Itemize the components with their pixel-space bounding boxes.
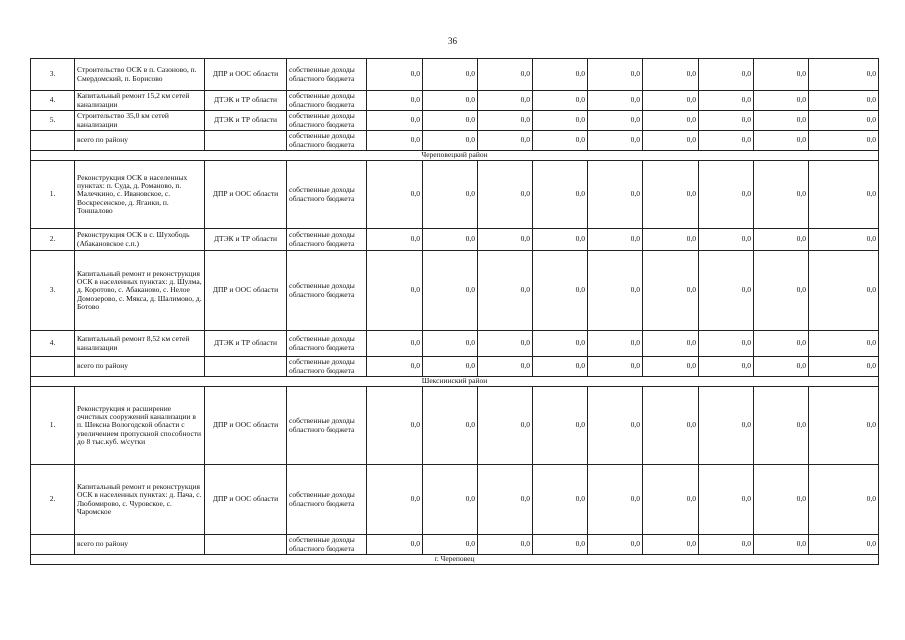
value-cell: 0,0 <box>643 387 699 465</box>
value-cell: 0,0 <box>533 357 588 377</box>
value-cell: 0,0 <box>809 465 879 535</box>
district-name: Шекснинский район <box>31 377 879 387</box>
value-cell: 0,0 <box>699 59 754 91</box>
value-cell: 0,0 <box>754 91 809 111</box>
funding-source: собственные доходы областного бюджета <box>287 251 367 331</box>
value-cell: 0,0 <box>643 251 699 331</box>
value-cell: 0,0 <box>478 59 533 91</box>
value-cell: 0,0 <box>809 91 879 111</box>
value-cell: 0,0 <box>754 357 809 377</box>
value-cell: 0,0 <box>699 535 754 555</box>
value-cell: 0,0 <box>423 387 478 465</box>
value-cell: 0,0 <box>588 357 643 377</box>
value-cell: 0,0 <box>754 251 809 331</box>
value-cell: 0,0 <box>699 357 754 377</box>
measure-name: Строительство 35,0 км сетей канализации <box>75 111 205 131</box>
value-cell: 0,0 <box>754 131 809 151</box>
value-cell: 0,0 <box>367 59 423 91</box>
value-cell: 0,0 <box>423 131 478 151</box>
value-cell: 0,0 <box>478 229 533 251</box>
measure-name: всего по району <box>75 535 205 555</box>
executor: ДПР и ООС области <box>205 387 287 465</box>
value-cell: 0,0 <box>367 535 423 555</box>
value-cell: 0,0 <box>643 535 699 555</box>
row-number: 2. <box>31 465 75 535</box>
row-number: 3. <box>31 59 75 91</box>
value-cell: 0,0 <box>588 111 643 131</box>
value-cell: 0,0 <box>423 161 478 229</box>
value-cell: 0,0 <box>367 111 423 131</box>
funding-source: собственные доходы областного бюджета <box>287 131 367 151</box>
value-cell: 0,0 <box>367 91 423 111</box>
district-header-row <box>31 555 879 565</box>
value-cell: 0,0 <box>533 59 588 91</box>
funding-source: собственные доходы областного бюджета <box>287 91 367 111</box>
measure-name: всего по району <box>75 357 205 377</box>
funding-source: собственные доходы областного бюджета <box>287 111 367 131</box>
executor: ДПР и ООС области <box>205 251 287 331</box>
value-cell: 0,0 <box>423 111 478 131</box>
row-number: 4. <box>31 91 75 111</box>
value-cell: 0,0 <box>367 161 423 229</box>
value-cell: 0,0 <box>699 131 754 151</box>
row-number: 1. <box>31 161 75 229</box>
value-cell: 0,0 <box>754 387 809 465</box>
value-cell: 0,0 <box>423 59 478 91</box>
executor: ДТЭК и ТР области <box>205 229 287 251</box>
value-cell: 0,0 <box>643 229 699 251</box>
value-cell: 0,0 <box>588 229 643 251</box>
row-number: 4. <box>31 331 75 357</box>
row-number: 1. <box>31 387 75 465</box>
district-total-row <box>31 357 879 377</box>
executor: ДПР и ООС области <box>205 161 287 229</box>
measure-name: Капитальный ремонт 8,52 км сетей канализации <box>75 331 205 357</box>
value-cell: 0,0 <box>809 131 879 151</box>
value-cell: 0,0 <box>588 131 643 151</box>
value-cell: 0,0 <box>699 387 754 465</box>
executor <box>205 131 287 151</box>
district-total-row <box>31 535 879 555</box>
value-cell: 0,0 <box>533 91 588 111</box>
district-name: г. Череповец <box>31 555 879 565</box>
value-cell: 0,0 <box>699 91 754 111</box>
funding-source: собственные доходы областного бюджета <box>287 161 367 229</box>
value-cell: 0,0 <box>809 331 879 357</box>
value-cell: 0,0 <box>699 161 754 229</box>
value-cell: 0,0 <box>478 91 533 111</box>
measure-name: Реконструкция ОСК в с. Шухободь (Абакановское с.п.) <box>75 229 205 251</box>
budget-table <box>30 58 879 565</box>
table-row <box>31 251 879 331</box>
value-cell: 0,0 <box>423 535 478 555</box>
measure-name: Капитальный ремонт и реконструкция ОСК в населенных пунктах: д. Пача, с. Любомирово, с. Чуровское, с. Чаромское <box>75 465 205 535</box>
value-cell: 0,0 <box>809 229 879 251</box>
value-cell: 0,0 <box>478 387 533 465</box>
value-cell: 0,0 <box>588 251 643 331</box>
table-row <box>31 387 879 465</box>
value-cell: 0,0 <box>478 465 533 535</box>
value-cell: 0,0 <box>533 131 588 151</box>
funding-source: собственные доходы областного бюджета <box>287 357 367 377</box>
value-cell: 0,0 <box>754 331 809 357</box>
value-cell: 0,0 <box>423 251 478 331</box>
value-cell: 0,0 <box>754 535 809 555</box>
value-cell: 0,0 <box>533 387 588 465</box>
value-cell: 0,0 <box>809 251 879 331</box>
value-cell: 0,0 <box>699 465 754 535</box>
value-cell: 0,0 <box>699 251 754 331</box>
value-cell: 0,0 <box>643 91 699 111</box>
value-cell: 0,0 <box>367 251 423 331</box>
value-cell: 0,0 <box>754 229 809 251</box>
row-number: 2. <box>31 229 75 251</box>
district-total-row <box>31 131 879 151</box>
value-cell: 0,0 <box>533 535 588 555</box>
value-cell: 0,0 <box>809 59 879 91</box>
measure-name: Реконструкция и расширение очистных сооружений канализации в п. Шексна Вологодской области с увеличением пропускной способности до 8 тыс.куб. м/сутки <box>75 387 205 465</box>
value-cell: 0,0 <box>643 59 699 91</box>
row-number <box>31 131 75 151</box>
funding-source: собственные доходы областного бюджета <box>287 387 367 465</box>
value-cell: 0,0 <box>588 331 643 357</box>
executor: ДТЭК и ТР области <box>205 331 287 357</box>
executor: ДПР и ООС области <box>205 59 287 91</box>
value-cell: 0,0 <box>588 161 643 229</box>
executor: ДТЭК и ТР области <box>205 111 287 131</box>
page-number: 36 <box>448 36 457 46</box>
funding-source: собственные доходы областного бюджета <box>287 465 367 535</box>
value-cell: 0,0 <box>533 331 588 357</box>
value-cell: 0,0 <box>699 229 754 251</box>
value-cell: 0,0 <box>588 59 643 91</box>
value-cell: 0,0 <box>643 161 699 229</box>
value-cell: 0,0 <box>533 111 588 131</box>
table-row <box>31 111 879 131</box>
executor: ДТЭК и ТР области <box>205 91 287 111</box>
executor <box>205 535 287 555</box>
value-cell: 0,0 <box>367 131 423 151</box>
value-cell: 0,0 <box>533 229 588 251</box>
value-cell: 0,0 <box>699 111 754 131</box>
value-cell: 0,0 <box>588 465 643 535</box>
value-cell: 0,0 <box>809 357 879 377</box>
value-cell: 0,0 <box>478 111 533 131</box>
table-row <box>31 161 879 229</box>
value-cell: 0,0 <box>423 357 478 377</box>
table-row <box>31 59 879 91</box>
value-cell: 0,0 <box>809 161 879 229</box>
value-cell: 0,0 <box>367 465 423 535</box>
value-cell: 0,0 <box>478 357 533 377</box>
value-cell: 0,0 <box>423 91 478 111</box>
value-cell: 0,0 <box>643 331 699 357</box>
value-cell: 0,0 <box>809 387 879 465</box>
measure-name: Реконструкция ОСК в населенных пунктах: п. Суда, д. Романово, п. Малечкино, с. Ивановское, с. Воскресенское, д. Ягаики, п. Тоншалово <box>75 161 205 229</box>
value-cell: 0,0 <box>643 465 699 535</box>
value-cell: 0,0 <box>588 535 643 555</box>
row-number <box>31 535 75 555</box>
executor: ДПР и ООС области <box>205 465 287 535</box>
district-header-row <box>31 151 879 161</box>
value-cell: 0,0 <box>699 331 754 357</box>
value-cell: 0,0 <box>478 131 533 151</box>
value-cell: 0,0 <box>367 357 423 377</box>
value-cell: 0,0 <box>533 251 588 331</box>
funding-source: собственные доходы областного бюджета <box>287 331 367 357</box>
value-cell: 0,0 <box>533 465 588 535</box>
measure-name: Капитальный ремонт и реконструкция ОСК в населенных пунктах: д. Шулма, д. Коротово, с. Абаканово, с. Нелое Домозерово, с. Мякса, д. Шалимово, д. Ботово <box>75 251 205 331</box>
value-cell: 0,0 <box>754 59 809 91</box>
value-cell: 0,0 <box>588 91 643 111</box>
value-cell: 0,0 <box>367 387 423 465</box>
measure-name: всего по району <box>75 131 205 151</box>
funding-source: собственные доходы областного бюджета <box>287 59 367 91</box>
value-cell: 0,0 <box>423 229 478 251</box>
funding-source: собственные доходы областного бюджета <box>287 229 367 251</box>
district-name: Череповецкий район <box>31 151 879 161</box>
value-cell: 0,0 <box>367 229 423 251</box>
measure-name: Строительство ОСК в п. Сазоново, п. Смердомский, п. Борисово <box>75 59 205 91</box>
value-cell: 0,0 <box>367 331 423 357</box>
value-cell: 0,0 <box>588 387 643 465</box>
table-row <box>31 465 879 535</box>
value-cell: 0,0 <box>478 331 533 357</box>
row-number: 5. <box>31 111 75 131</box>
funding-source: собственные доходы областного бюджета <box>287 535 367 555</box>
value-cell: 0,0 <box>478 251 533 331</box>
value-cell: 0,0 <box>533 161 588 229</box>
row-number <box>31 357 75 377</box>
value-cell: 0,0 <box>809 111 879 131</box>
value-cell: 0,0 <box>643 131 699 151</box>
table-row <box>31 331 879 357</box>
value-cell: 0,0 <box>643 111 699 131</box>
value-cell: 0,0 <box>809 535 879 555</box>
row-number: 3. <box>31 251 75 331</box>
value-cell: 0,0 <box>423 331 478 357</box>
executor <box>205 357 287 377</box>
value-cell: 0,0 <box>754 465 809 535</box>
district-header-row <box>31 377 879 387</box>
table-row <box>31 91 879 111</box>
value-cell: 0,0 <box>754 161 809 229</box>
measure-name: Капитальный ремонт 15,2 км сетей канализации <box>75 91 205 111</box>
value-cell: 0,0 <box>478 161 533 229</box>
value-cell: 0,0 <box>423 465 478 535</box>
value-cell: 0,0 <box>478 535 533 555</box>
table-row <box>31 229 879 251</box>
value-cell: 0,0 <box>754 111 809 131</box>
value-cell: 0,0 <box>643 357 699 377</box>
